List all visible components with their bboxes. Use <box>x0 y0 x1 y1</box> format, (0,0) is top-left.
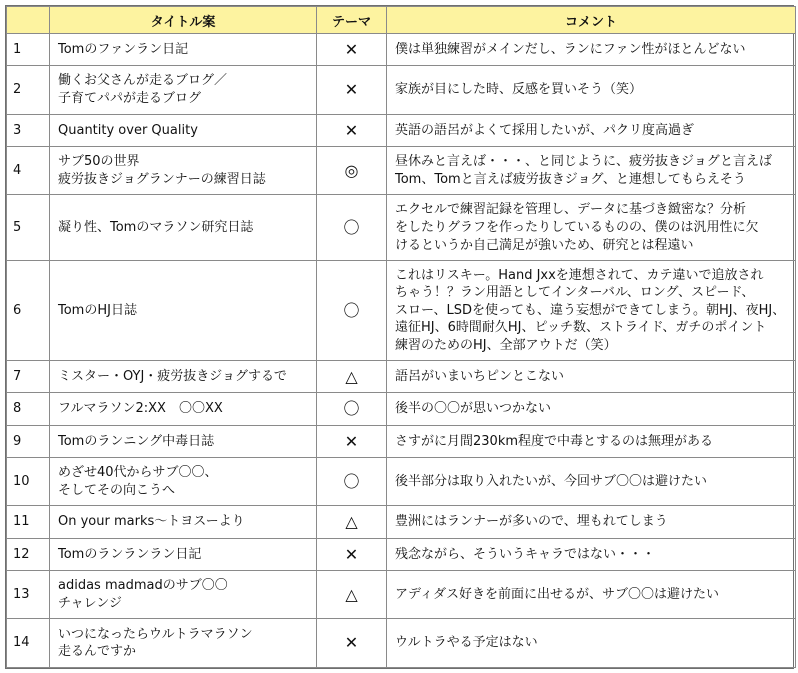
theme-mark: △ <box>317 506 387 538</box>
title-idea: フルマラソン2:XX 〇〇XX <box>50 393 317 425</box>
table-row <box>7 147 796 195</box>
table-row <box>7 458 796 506</box>
row-number: 9 <box>7 425 50 457</box>
comment: 昼休みと言えば・・・、と同じように、疲労抜きジョグと言えば Tom、Tomと言えば疲労抜きジョグ、と連想してもらえそう <box>387 147 796 195</box>
theme-mark: △ <box>317 571 387 619</box>
theme-mark: △ <box>317 361 387 393</box>
comment: これはリスキー。Hand Jxxを連想されて、カテ違いで追放され ちゃう！？ラン用語としてインターバル、ロング、スピード、 スロー、LSDを使っても、違う妄想ができてしまう。朝HJ、夜HJ、 遠征HJ、6時間耐久HJ、ピッチ数、ストライド、ガチのポイント 練習のためのHJ、全部アウトだ（笑） <box>387 261 796 361</box>
table-row <box>7 393 796 425</box>
comment: アディダス好きを前面に出せるが、サブ〇〇は避けたい <box>387 571 796 619</box>
table-row <box>7 571 796 619</box>
title-idea: Tomのランランラン日記 <box>50 538 317 570</box>
comment: 僕は単独練習がメインだし、ランにファン性がほとんどない <box>387 34 796 66</box>
table-row <box>7 361 796 393</box>
table-row <box>7 425 796 457</box>
table-row <box>7 506 796 538</box>
theme-mark: 〇 <box>317 195 387 261</box>
title-idea: Tomのランニング中毒日誌 <box>50 425 317 457</box>
title-idea: Quantity over Quality <box>50 114 317 146</box>
row-number: 3 <box>7 114 50 146</box>
row-number: 5 <box>7 195 50 261</box>
comment: 後半の〇〇が思いつかない <box>387 393 796 425</box>
title-idea: adidas madmadのサブ〇〇 チャレンジ <box>50 571 317 619</box>
title-ideas-sheet <box>5 5 794 669</box>
title-idea: On your marks〜トヨスーより <box>50 506 317 538</box>
theme-mark: 〇 <box>317 261 387 361</box>
title-idea: TomのHJ日誌 <box>50 261 317 361</box>
title-idea: めざせ40代からサブ〇〇、 そしてその向こうへ <box>50 458 317 506</box>
comment: 語呂がいまいちピンとこない <box>387 361 796 393</box>
header-comment: コメント <box>387 7 796 34</box>
title-idea: ミスター・OYJ・疲労抜きジョグするで <box>50 361 317 393</box>
table-row <box>7 538 796 570</box>
comment: 家族が目にした時、反感を買いそう（笑） <box>387 66 796 114</box>
comment: ウルトラやる予定はない <box>387 619 796 668</box>
theme-mark: ◎ <box>317 147 387 195</box>
row-number: 7 <box>7 361 50 393</box>
row-number: 10 <box>7 458 50 506</box>
row-number: 1 <box>7 34 50 66</box>
table-row <box>7 34 796 66</box>
theme-mark: ✕ <box>317 619 387 668</box>
header-theme: テーマ <box>317 7 387 34</box>
comment: 豊洲にはランナーが多いので、埋もれてしまう <box>387 506 796 538</box>
row-number: 6 <box>7 261 50 361</box>
theme-mark: ✕ <box>317 114 387 146</box>
table-row <box>7 66 796 114</box>
comment: エクセルで練習記録を管理し、データに基づき緻密な？分析 をしたりグラフを作ったりしているものの、僕のは汎用性に欠 けるというか自己満足が強いため、研究とは程遠い <box>387 195 796 261</box>
title-ideas-table <box>6 6 796 668</box>
header-row <box>7 7 796 34</box>
table-row <box>7 261 796 361</box>
comment: 後半部分は取り入れたいが、今回サブ〇〇は避けたい <box>387 458 796 506</box>
row-number: 13 <box>7 571 50 619</box>
title-idea: 凝り性、Tomのマラソン研究日誌 <box>50 195 317 261</box>
header-number <box>7 7 50 34</box>
title-idea: サブ50の世界 疲労抜きジョグランナーの練習日誌 <box>50 147 317 195</box>
row-number: 4 <box>7 147 50 195</box>
theme-mark: ✕ <box>317 425 387 457</box>
row-number: 12 <box>7 538 50 570</box>
theme-mark: ✕ <box>317 66 387 114</box>
row-number: 8 <box>7 393 50 425</box>
comment: 英語の語呂がよくて採用したいが、パクリ度高過ぎ <box>387 114 796 146</box>
title-idea: 働くお父さんが走るブログ／ 子育てパパが走るブログ <box>50 66 317 114</box>
table-row <box>7 195 796 261</box>
theme-mark: 〇 <box>317 393 387 425</box>
row-number: 14 <box>7 619 50 668</box>
header-title: タイトル案 <box>50 7 317 34</box>
theme-mark: ✕ <box>317 538 387 570</box>
row-number: 2 <box>7 66 50 114</box>
table-row <box>7 619 796 668</box>
comment: 残念ながら、そういうキャラではない・・・ <box>387 538 796 570</box>
row-number: 11 <box>7 506 50 538</box>
title-idea: いつになったらウルトラマラソン 走るんですか <box>50 619 317 668</box>
comment: さすがに月間230km程度で中毒とするのは無理がある <box>387 425 796 457</box>
theme-mark: ✕ <box>317 34 387 66</box>
title-idea: Tomのファンラン日記 <box>50 34 317 66</box>
theme-mark: 〇 <box>317 458 387 506</box>
table-row <box>7 114 796 146</box>
